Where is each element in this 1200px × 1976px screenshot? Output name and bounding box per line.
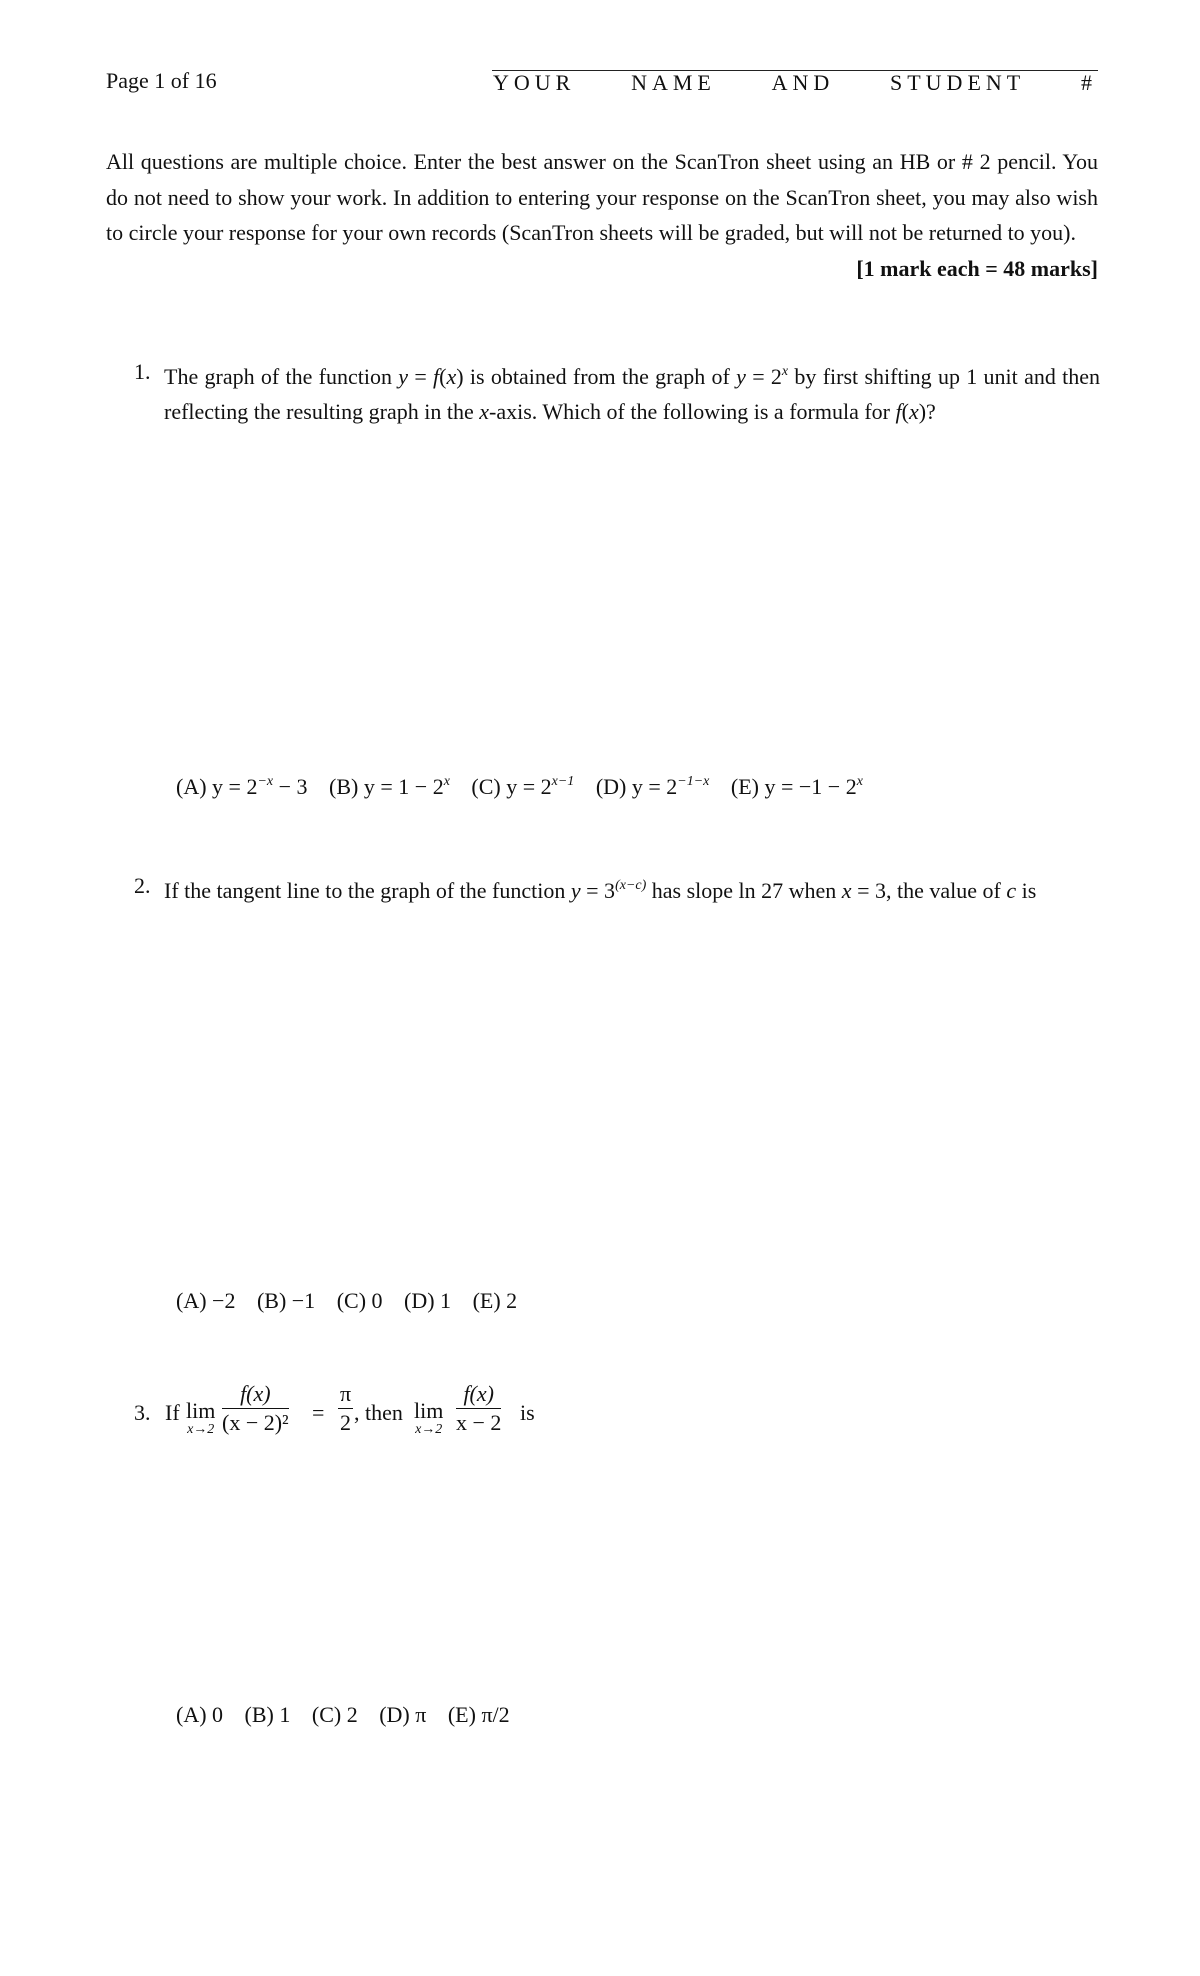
page-number: Page 1 of 16 [106,68,217,93]
choice-b[interactable] [329,774,450,799]
text: -axis. Which of the following is a formula for [489,399,896,424]
text: The graph of the function [164,364,399,389]
choice-text: (D) y = 2 [595,774,678,799]
math: lim [186,1398,216,1423]
math: c [1006,878,1017,903]
math: f [433,364,440,389]
name-student-label [492,70,1098,96]
numerator: π [338,1380,353,1409]
math: = [408,364,434,389]
choice-d[interactable]: (D) π [379,1702,427,1727]
choice-exponent: x−1 [551,774,575,789]
fraction [338,1380,353,1437]
math: x→2 [187,1422,215,1437]
question-number: 1. [134,359,151,384]
math: y [570,878,581,903]
question-text [164,868,1100,908]
math: x [908,399,919,424]
choice-exponent: −x [257,774,274,789]
choice-a[interactable]: (A) −2 [176,1288,236,1313]
question-text [164,354,1100,429]
text: )? [918,399,936,424]
math: x [446,364,457,389]
text: If [165,1400,180,1425]
choice-b[interactable]: (B) 1 [244,1702,291,1727]
question-1-choices [176,774,879,800]
name-word: STUDENT [890,70,1026,95]
question-number: 3. [134,1400,151,1425]
denominator: 2 [340,1410,352,1435]
instructions-text: All questions are multiple choice. Enter the best answer on the ScanTron sheet using an HB or # 2 pencil. You do not need to show your work. In addition to entering your response on the ScanTron sheet, you may also wish to circle your response for your own records (ScanTron sheets will be graded, but will not be returned to you). [106,149,1098,245]
choice-text: (E) y = −1 − 2 [730,774,857,799]
choice-text: − 3 [273,774,308,799]
numerator: f(x) [222,1380,289,1409]
math: ( [901,399,909,424]
math: x [841,878,852,903]
math: x [781,364,789,379]
math: x→2 [415,1422,443,1437]
choice-text: (C) y = 2 [471,774,552,799]
choice-e[interactable]: (E) 2 [472,1288,518,1313]
choice-exponent: x [443,774,450,789]
marks-total: [1 mark each = 48 marks] [856,255,1098,281]
instructions [106,144,1098,286]
text: If the tangent line to the graph of the function [164,878,571,903]
choice-a[interactable]: (A) 0 [176,1702,224,1727]
limit [186,1400,215,1438]
question-3-choices [176,1702,526,1728]
choice-c[interactable]: (C) 2 [311,1702,358,1727]
text: has slope ln 27 when [646,878,842,903]
question-3 [134,1372,634,1452]
numerator: f(x) [456,1380,501,1409]
math: (x−c) [615,878,647,893]
name-word: AND [771,70,835,95]
math: = [312,1400,325,1425]
choice-a[interactable] [176,774,308,799]
math: = 2 [745,364,782,389]
choice-e[interactable] [731,774,863,799]
choice-b[interactable]: (B) −1 [256,1288,316,1313]
name-word: # [1080,70,1097,95]
choice-d[interactable]: (D) 1 [404,1288,452,1313]
math: lim [414,1398,444,1423]
math: y [398,364,409,389]
choice-d[interactable] [596,774,710,799]
text: is [1016,878,1037,903]
denominator: (x − 2)² [222,1410,289,1435]
fraction [222,1380,289,1437]
question-number: 2. [134,873,151,898]
choice-exponent: −1−x [677,774,710,789]
math: x [479,399,489,424]
text: , then [354,1400,403,1425]
fraction [456,1380,501,1437]
denominator: x − 2 [456,1410,502,1435]
name-word: YOUR [493,70,576,95]
math: ( [439,364,447,389]
text: is [520,1400,535,1425]
choice-c[interactable]: (C) 0 [336,1288,383,1313]
question-2-choices [176,1288,533,1314]
name-word: NAME [631,70,716,95]
text: by first shifting up 1 unit and then reflecting the resulting graph in the [164,364,1100,424]
text: = 3, the value of [851,878,1007,903]
choice-c[interactable] [471,774,574,799]
choice-e[interactable]: (E) π/2 [447,1702,510,1727]
math: y [736,364,746,389]
math: = 3 [580,878,616,903]
math: f [895,399,902,424]
choice-text: (A) y = 2 [176,774,258,799]
choice-text: (B) y = 1 − 2 [329,774,444,799]
limit [414,1400,443,1438]
choice-exponent: x [856,774,863,789]
text: ) is obtained from the graph of [456,364,737,389]
